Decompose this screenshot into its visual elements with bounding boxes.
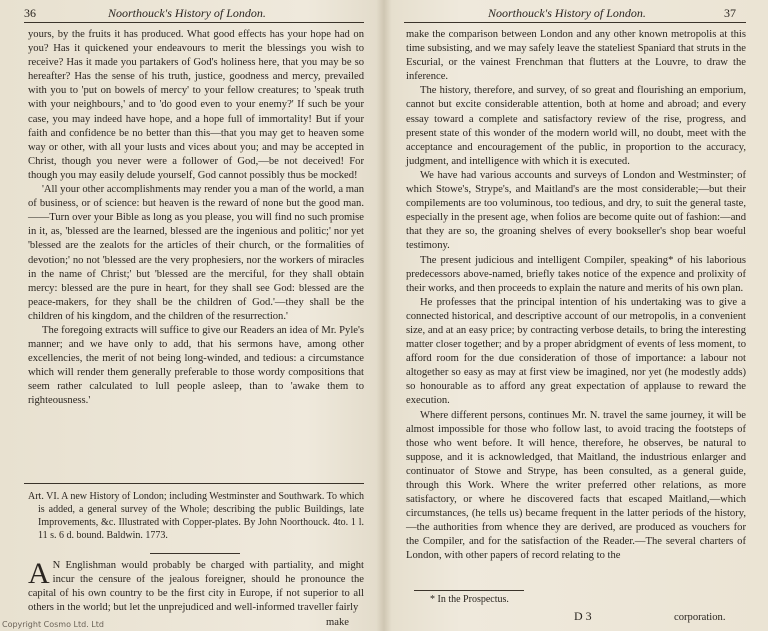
- left-para-2: 'All your other accomplishments may render you a man of the world, a man of business, or of science: but heaven is the reward of none but the good man.——Turn over your Bible as long as you please, you will find no such promise in it, as, 'blessed are the learned, blessed are the ingenious and politic;' nor yet 'blessed are the zealots for the articles of their church, or the formalities of devotion;' no not 'blessed are the very prophesiers, nor the workers of miracles in the name of Christ;' but 'blessed are the merciful, for they shall obtain mercy: blessed are the pure in heart, for they shall see God: blessed are the peace-makers, for they shall be the children of God.'—they shall be the children of his kingdom, and the children of the resurrection.': [28, 184, 364, 322]
- catchword-right: corporation.: [674, 612, 726, 623]
- footnote: * In the Prospectus.: [430, 594, 509, 605]
- footnote-rule: [414, 590, 524, 591]
- header-rule-right: [404, 22, 746, 23]
- left-para-1: yours, by the fruits it has produced. What good effects has your hope had on you? Has it quickened your endeavours to merit the blessings you wish to receive? Has it made you partakers of God's holiness here, that you may be so hereafter? Has the sense of his truth, justice, goodness and mercy, prevailed with you to 'put on bowels of mercy' to your fellow creatures; to 'speak truth with your neighbours,' and to 'do good even to your enemy?' If such be your case, you may indeed have hope, and a hope full of immortality! But if your faith and confidence be no better than this—that you may get to heaven some way or other, with all your lusts and vices about you; and may be accepted in Christ, though you never were a follower of God,—be not deceived! For though you may easily delude yourself, God cannot possibly thus be mocked!: [28, 29, 364, 181]
- running-header-right: Noorthouck's History of London.: [488, 6, 646, 20]
- left-para-4: N Englishman would probably be charged with partiality, and might incur the censure of the jealous foreigner, should he pronounce the capital of his own country to be the first city in Europe, if not superior to all others in the world; but let the unprejudiced and well-informed traveller fairly: [28, 560, 364, 614]
- right-page: [384, 0, 768, 631]
- right-para-2: The history, therefore, and survey, of so great and flourishing an emporium, cannot but excite considerable attention, both at home and abroad; and every essay toward a complete and satisfactory review of the rise, progress, and present state of this wonder of the modern world will, no doubt, meet with the acceptance and encouragement of the public, in proportion to the accuracy, judgment, and intelligence with which it is executed.: [406, 85, 746, 167]
- page-number-left: 36: [24, 6, 36, 20]
- left-opening: [28, 559, 364, 615]
- right-para-5: He professes that the principal intention of his undertaking was to give a connected historical, and descriptive account of our metropolis, in a convenient size, and at an easy price; by contracting verbose details, to bring the interesting matter closer together; and by a proper abridgment of events of less moment, to afford room for the due consideration of those of importance: a labour not altogether so easy as may at first view be imagined, nor yet (he modestly adds) so honourable as to afford any great expectation of applause to reward the execution.: [406, 296, 746, 407]
- right-body: [406, 28, 746, 564]
- right-para-4: The present judicious and intelligent Compiler, speaking* of his laborious predecessors above-named, briefly takes notice of the expence and prolixity of their works, and then proceeds to explain the nature and merits of his own plan.: [406, 254, 746, 294]
- catchword-left: make: [326, 617, 349, 628]
- article-short-rule: [150, 553, 240, 554]
- signature-mark: D 3: [574, 609, 592, 623]
- article-heading: [28, 490, 364, 542]
- left-body: [28, 28, 364, 409]
- page-number-right: 37: [724, 6, 736, 20]
- right-para-1: make the comparison between London and any other known metropolis at this time subsisting, and we may safely leave the stateliest Spaniard that struts in the Escurial, or the vainest Frenchman that flutters at the Louvre, to draw the inference.: [406, 29, 746, 83]
- copyright-watermark: Copyright Cosmo Ltd. Ltd: [2, 620, 104, 629]
- right-para-3: We have had various accounts and surveys of London and Westminster; of which Stowe's, Strype's, and Maitland's are the most considerable;—but their compilements are too voluminous, too tedious, and dry, to suit the general taste, especially in the present age, when folios are become quite out of fashion:—and that they are so, the groaning shelves of every bookseller's shop bear woeful testimony.: [406, 169, 746, 252]
- header-rule-left: [24, 22, 364, 23]
- right-para-6: Where different persons, continues Mr. N. travel the same journey, it will be almost impossible for those who follow last, to avoid tracing the footsteps of those who went before. It will hence, therefore, he observes, be natural to suppose, and it is acknowledged, that Maitland, the industrious enlarger and continuator of Stowe and Strype, has been consulted, as a general guide, through this Work. Where the writer preferred other relations, as more satisfactory, or where he discovered facts that escaped Maitland,—which circumstances, (he tells us) became frequent in the latter periods of the history,—the authorities from whence they are derived, are produced as vouchers for the Compiler, and for the satisfaction of the Reader.—The several charters of London, with other papers of record relating to the: [406, 409, 746, 562]
- running-header-left: Noorthouck's History of London.: [108, 6, 266, 20]
- section-rule: [24, 483, 364, 484]
- drop-cap: A: [28, 557, 50, 590]
- article-title: Art. VI. A new History of London; including Westminster and Southwark. To which is added, a general survey of the Whole; describing the public Buildings, late Improvements, &c. Illustrated with Copper-plates. By John Noorthouck. 4to. 1 l. 11 s. 6 d. bound. Baldwin. 1773.: [28, 491, 364, 541]
- left-para-3: The foregoing extracts will suffice to give our Readers an idea of Mr. Pyle's manner; and we have only to add, that his sermons have, among other excellencies, the merit of not being long-winded, and tedious: a circumstance which will render them generally preferable to those wordy compositions that seem rather calculated to lull people asleep, than to 'awake them to righteousness.': [28, 324, 364, 407]
